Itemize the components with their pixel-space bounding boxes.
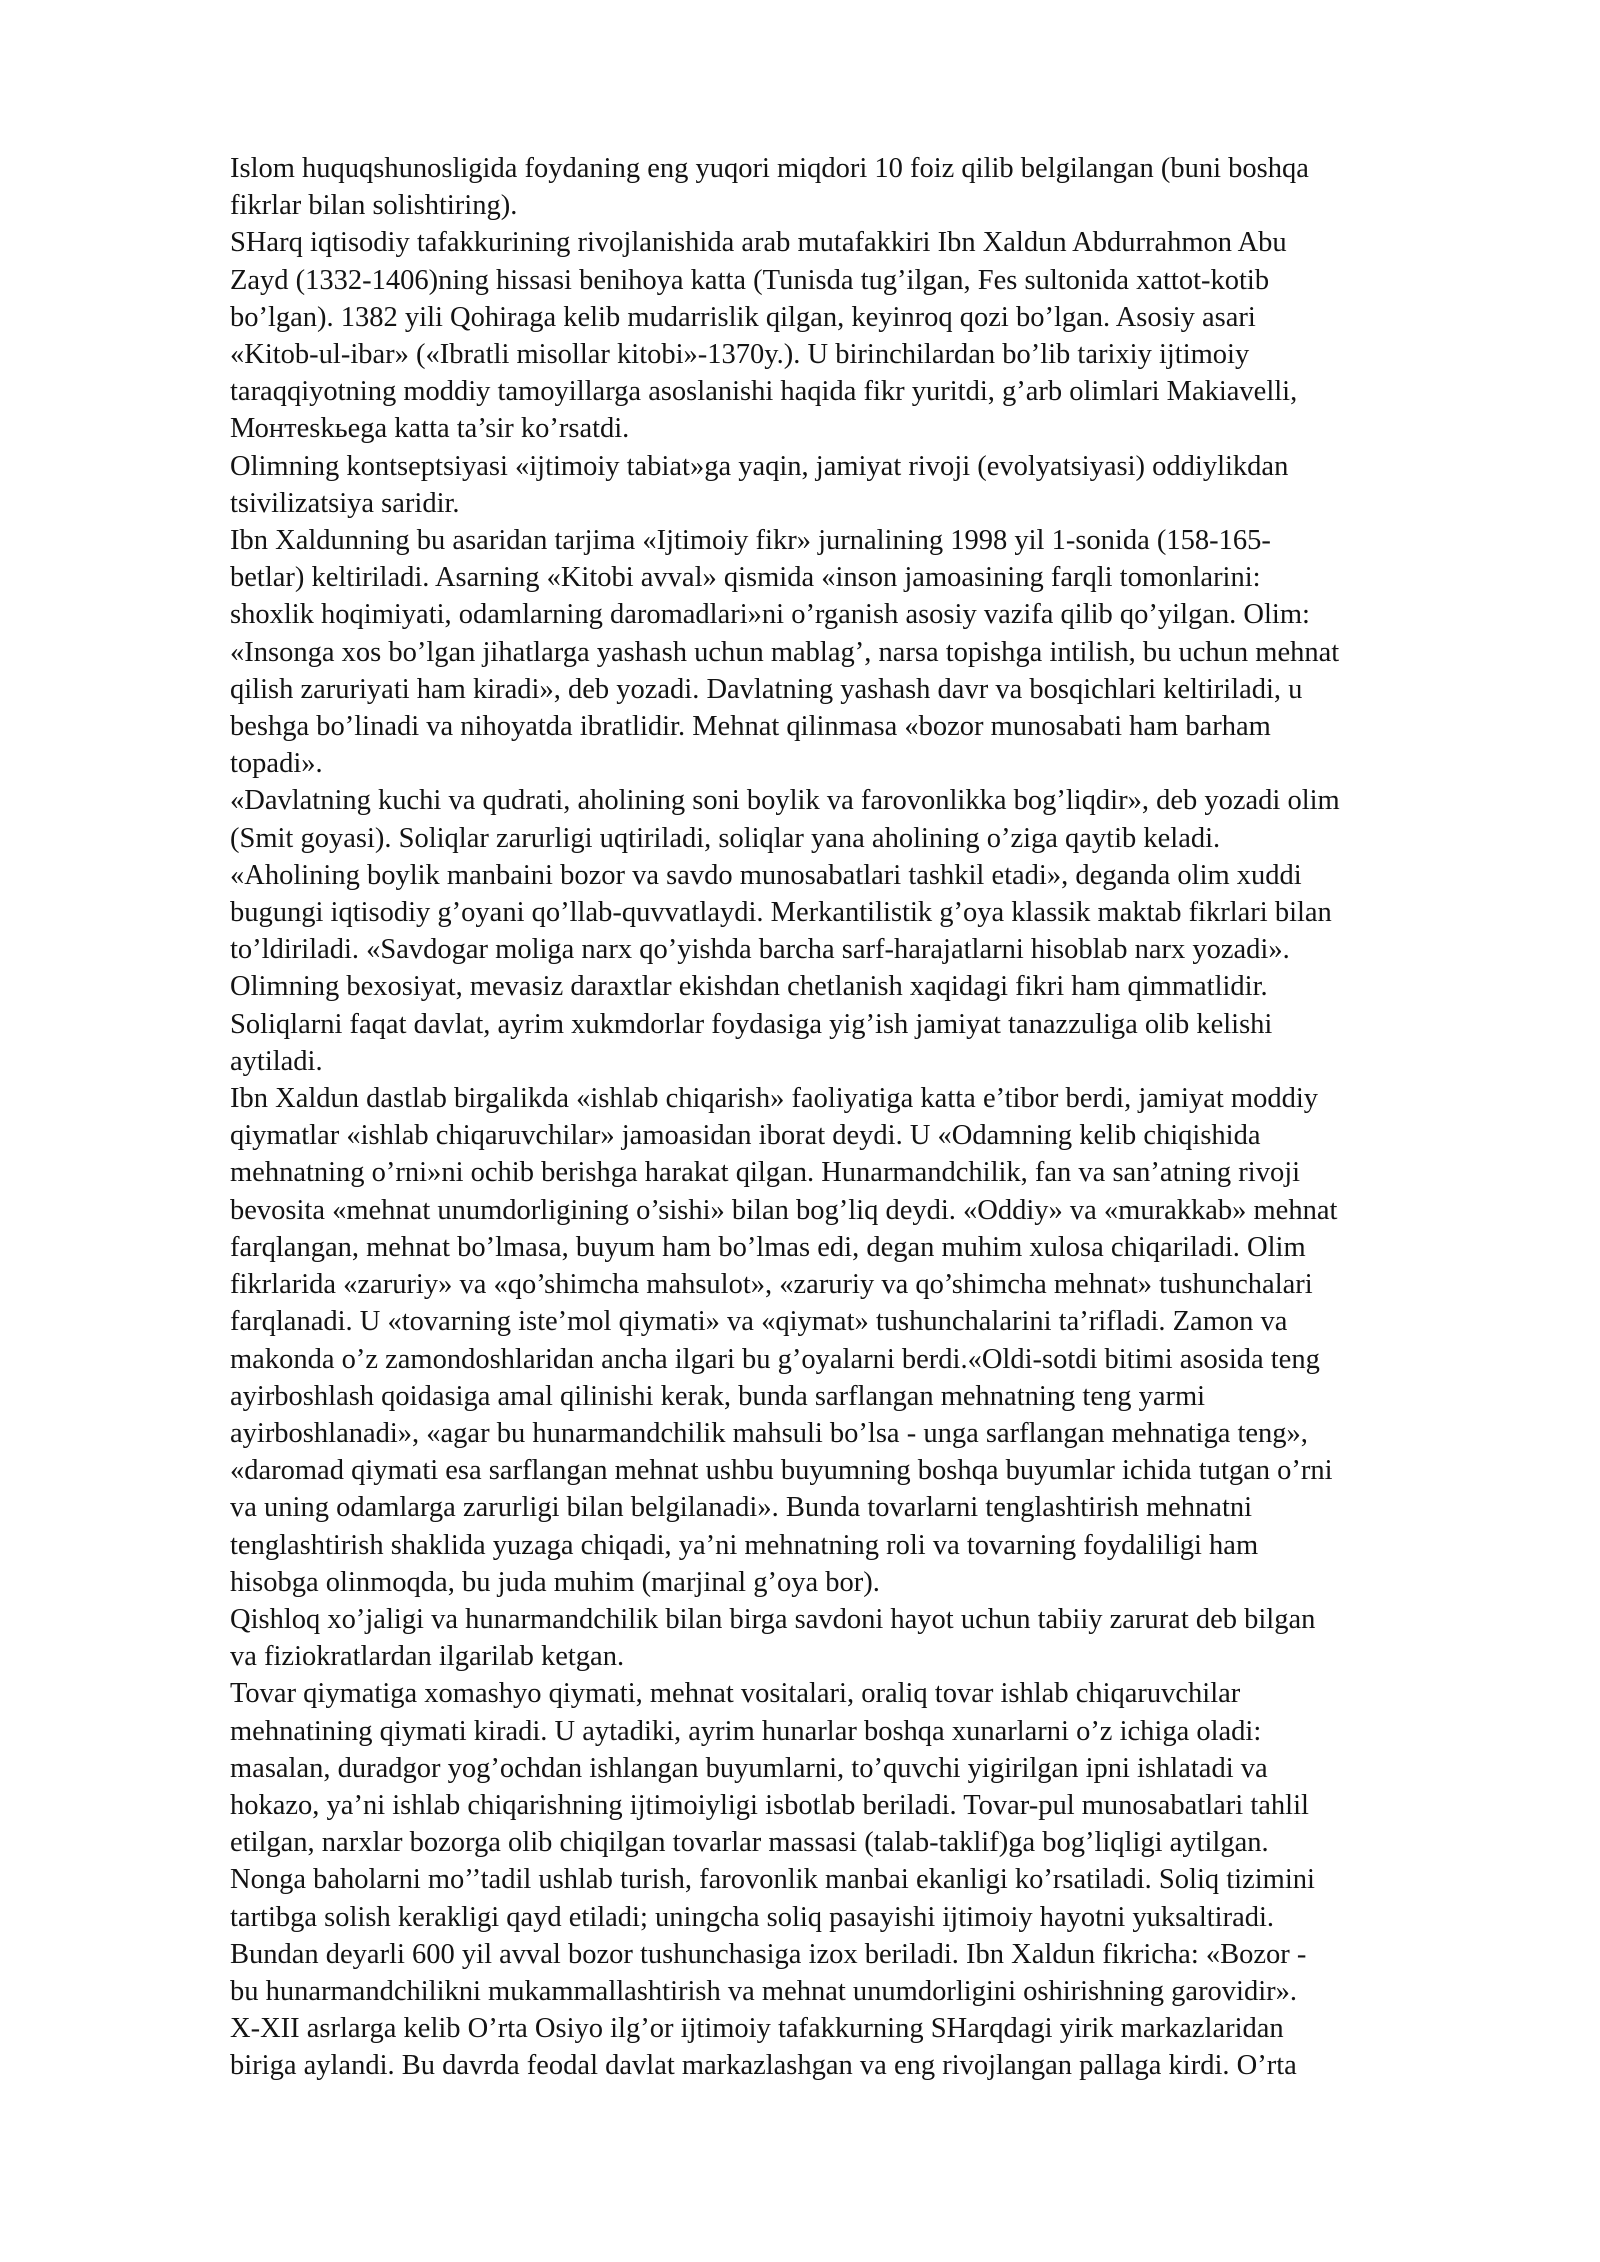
text-line: Olimning bexosiyat, mevasiz daraxtlar ekishdan chetlanish xaqidagi fikri ham qimmatlidir. [230, 971, 1268, 1003]
text-line: etilgan, narxlar bozorga olib chiqilgan tovarlar massasi (talab-taklif)ga bog’liqligi aytilgan. [230, 1827, 1269, 1859]
text-line: farqlanadi. U «tovarning iste’mol qiymati» va «qiymat» tushunchalarini ta’rifladi. Zamon va [230, 1306, 1288, 1338]
text-line: hokazo, ya’ni ishlab chiqarishning ijtimoiyligi isbotlab beriladi. Tovar-pul munosabatlari tahlil [230, 1789, 1309, 1821]
text-line: mehnatning o’rni»ni ochib berishga harakat qilgan. Hunarmandchilik, fan va san’atning rivoji [230, 1157, 1301, 1189]
text-line: masalan, duradgor yog’ochdan ishlangan buyumlarni, to’quvchi yigirilgan ipni ishlatadi va [230, 1752, 1268, 1784]
text-line: Bundan deyarli 600 yil avval bozor tushunchasiga izox beriladi. Ibn Xaldun fikricha: «Bozor - [230, 1938, 1307, 1970]
text-line: fikrlarida «zaruriy» va «qo’shimcha mahsulot», «zaruriy va qo’shimcha mehnat» tushunchalari [230, 1269, 1313, 1301]
text-line: ayirboshlash qoidasiga amal qilinishi kerak, bunda sarflangan mehnatning teng yarmi [230, 1380, 1206, 1412]
paragraph [230, 782, 1492, 1080]
paragraph [230, 224, 1492, 447]
text-line: va fiziokratlardan ilgarilab ketgan. [230, 1641, 625, 1673]
document-page [230, 150, 1492, 2085]
paragraph [230, 522, 1492, 782]
text-line: Islom huquqshunosligida foydaning eng yuqori miqdori 10 foiz qilib belgilangan (buni boshqa [230, 153, 1309, 184]
text-line: «daromad qiymati esa sarflangan mehnat ushbu buyumning boshqa buyumlar ichida tutgan o’rni [230, 1455, 1333, 1487]
text-line: beshga bo’linadi va nihoyatda ibratlidir. Mehnat qilinmasa «bozor munosabati ham barham [230, 711, 1271, 743]
text-line: shoxlik hoqimiyati, odamlarning daromadlari»ni o’rganish asosiy vazifa qilib qo’yilgan. Olim: [230, 599, 1310, 631]
text-line: «Aholining boylik manbaini bozor va savdo munosabatlari tashkil etadi», deganda olim xuddi [230, 859, 1302, 891]
text-line: fikrlar bilan solishtiring). [230, 190, 518, 222]
text-line: Soliqlarni faqat davlat, ayrim xukmdorlar foydasiga yig’ish jamiyat tanazzuliga olib kelishi [230, 1008, 1273, 1040]
paragraph [230, 1675, 1492, 2010]
paragraph [230, 448, 1492, 522]
text-line: tartibga solish kerakligi qayd etiladi; uningcha soliq pasayishi ijtimoiy hayotni yuksaltiradi. [230, 1901, 1275, 1933]
paragraph [230, 2010, 1492, 2084]
text-line: bevosita «mehnat unumdorligining o’sishi» bilan bog’liq deydi. «Oddiy» va «murakkab» mehnat [230, 1194, 1338, 1226]
text-line: Nonga baholarni mo’’tadil ushlab turish, farovonlik manbai ekanligi ko’rsatiladi. Soliq tizimini [230, 1864, 1315, 1896]
text-line: to’ldiriladi. «Savdogar moliga narx qo’yishda barcha sarf-harajatlarni hisoblab narx yozadi». [230, 934, 1290, 966]
text-line: mehnatining qiymati kiradi. U aytadiki, ayrim hunarlar boshqa xunarlarni o’z ichiga oladi: [230, 1715, 1262, 1747]
text-line: (Smit goyasi). Soliqlar zarurligi uqtiriladi, soliqlar yana aholining o’ziga qaytib keladi. [230, 822, 1221, 854]
paragraph [230, 1080, 1492, 1601]
text-line: «Davlatning kuchi va qudrati, aholining soni boylik va farovonlikka bog’liqdir», deb yozadi olim [230, 785, 1340, 817]
text-line: tsivilizatsiya saridir. [230, 487, 460, 519]
text-line: bu hunarmandchilikni mukammallashtirish va mehnat unumdorligini oshirishning garovidir». [230, 1975, 1298, 2007]
text-line: Монтеskьega katta ta’sir ko’rsatdi. [230, 413, 630, 445]
text-line: makonda o’z zamondoshlaridan ancha ilgari bu g’oyalarni berdi.«Oldi-sotdi bitimi asosida teng [230, 1343, 1320, 1375]
text-line: Qishloq xo’jaligi va hunarmandchilik bilan birga savdoni hayot uchun tabiiy zarurat deb bilgan [230, 1603, 1316, 1635]
text-line: X-XII asrlarga kelib O’rta Osiyo ilg’or ijtimoiy tafakkurning SHarqdagi yirik markazlaridan [230, 2013, 1284, 2045]
text-line: Tovar qiymatiga xomashyo qiymati, mehnat vositalari, oraliq tovar ishlab chiqaruvchilar [230, 1678, 1241, 1710]
text-line: va uning odamlarga zarurligi bilan belgilanadi». Bunda tovarlarni tenglashtirish mehnatni [230, 1492, 1253, 1524]
text-line: Zayd (1332-1406)ning hissasi benihoya katta (Tunisda tug’ilgan, Fes sultonida xattot-kotib [230, 264, 1270, 296]
text-line: bo’lgan). 1382 yili Qohiraga kelib mudarrislik qilgan, keyinroq qozi bo’lgan. Asosiy asari [230, 301, 1256, 333]
text-line: «Insonga xos bo’lgan jihatlarga yashash uchun mablag’, narsa topishga intilish, bu uchun mehnat [230, 636, 1340, 668]
text-line: Ibn Xaldun dastlab birgalikda «ishlab chiqarish» faoliyatiga katta e’tibor berdi, jamiyat moddiy [230, 1083, 1319, 1115]
text-line: Ibn Xaldunning bu asaridan tarjima «Ijtimoiy fikr» jurnalining 1998 yil 1-sonida (158-165- [230, 525, 1271, 557]
text-line: topadi». [230, 748, 323, 780]
text-line: biriga aylandi. Bu davrda feodal davlat markazlashgan va eng rivojlangan pallaga kirdi. O’rta [230, 2050, 1297, 2082]
text-line: ayirboshlanadi», «agar bu hunarmandchilik mahsuli bo’lsa - unga sarflangan mehnatiga teng», [230, 1417, 1308, 1449]
text-line: bugungi iqtisodiy g’oyani qo’llab-quvvatlaydi. Merkantilistik g’oya klassik maktab fikrlari bilan [230, 897, 1332, 929]
text-line: qilish zaruriyati ham kiradi», deb yozadi. Davlatning yashash davr va bosqichlari keltiriladi, u [230, 673, 1303, 705]
text-line: qiymatlar «ishlab chiqaruvchilar» jamoasidan iborat deydi. U «Odamning kelib chiqishida [230, 1120, 1261, 1152]
text-line: hisobga olinmoqda, bu juda muhim (marjinal g’oya bor). [230, 1566, 880, 1598]
text-line: aytiladi. [230, 1045, 323, 1077]
text-line: Olimning kontseptsiyasi «ijtimoiy tabiat»ga yaqin, jamiyat rivoji (evolyatsiyasi) oddiylikdan [230, 450, 1289, 482]
paragraph [230, 1601, 1492, 1675]
text-line: farqlangan, mehnat bo’lmasa, buyum ham bo’lmas edi, degan muhim xulosa chiqariladi. Olim [230, 1231, 1306, 1263]
text-line: «Kitob-ul-ibar» («Ibratli misollar kitobi»-1370y.). U birinchilardan bo’lib tarixiy ijtimoiy [230, 339, 1250, 371]
paragraph [230, 150, 1492, 224]
text-line: SHarq iqtisodiy tafakkurining rivojlanishida arab mutafakkiri Ibn Xaldun Abdurrahmon Abu [230, 227, 1287, 259]
text-line: taraqqiyotning moddiy tamoyillarga asoslanishi haqida fikr yuritdi, g’arb olimlari Makiavelli, [230, 376, 1298, 408]
text-line: tenglashtirish shaklida yuzaga chiqadi, ya’ni mehnatning roli va tovarning foydaliligi ham [230, 1529, 1259, 1561]
text-line: betlar) keltiriladi. Asarning «Kitobi avval» qismida «inson jamoasining farqli tomonlarini: [230, 562, 1261, 594]
